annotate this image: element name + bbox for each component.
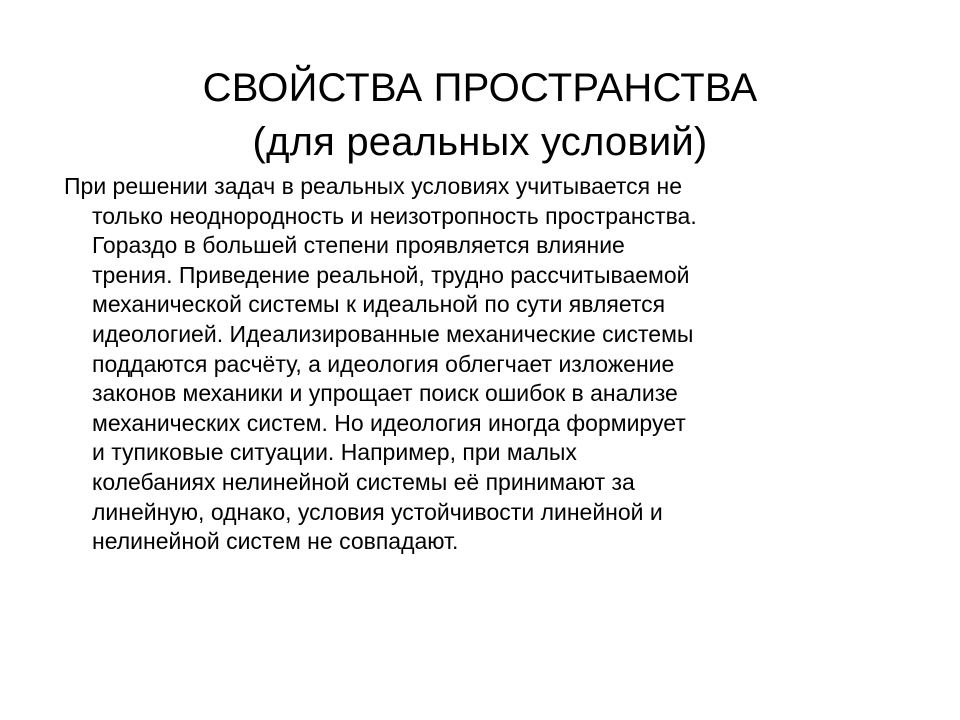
body-line: линейную, однако, условия устойчивости линейной и [92, 498, 663, 525]
title-line-2: (для реальных условий) [252, 119, 708, 164]
body-line: колебаниях нелинейной системы её принимают за [92, 468, 635, 495]
slide-title [60, 61, 900, 169]
body-line: законов механики и упрощает поиск ошибок в анализе [92, 380, 678, 407]
body-line: только неоднородность и неизотропность пространства. [92, 202, 697, 229]
body-line: При решении задач в реальных условиях учитывается не [64, 173, 683, 199]
body-paragraph [64, 172, 904, 557]
body-line: механической системы к идеальной по сути является [92, 291, 666, 318]
body-line: нелинейной систем не совпадают. [92, 528, 459, 555]
title-line-1: СВОЙСТВА ПРОСТРАНСТВА [202, 65, 758, 110]
body-line: и тупиковые ситуации. Например, при малых [92, 439, 577, 466]
body-line: поддаются расчёту, а идеология облегчает изложение [92, 350, 675, 377]
body-line: идеологией. Идеализированные механические системы [92, 320, 694, 347]
body-line: трения. Приведение реальной, трудно рассчитываемой [92, 261, 690, 288]
body-line: механических систем. Но идеология иногда формирует [92, 409, 686, 436]
body-line: Гораздо в большей степени проявляется влияние [92, 232, 625, 259]
